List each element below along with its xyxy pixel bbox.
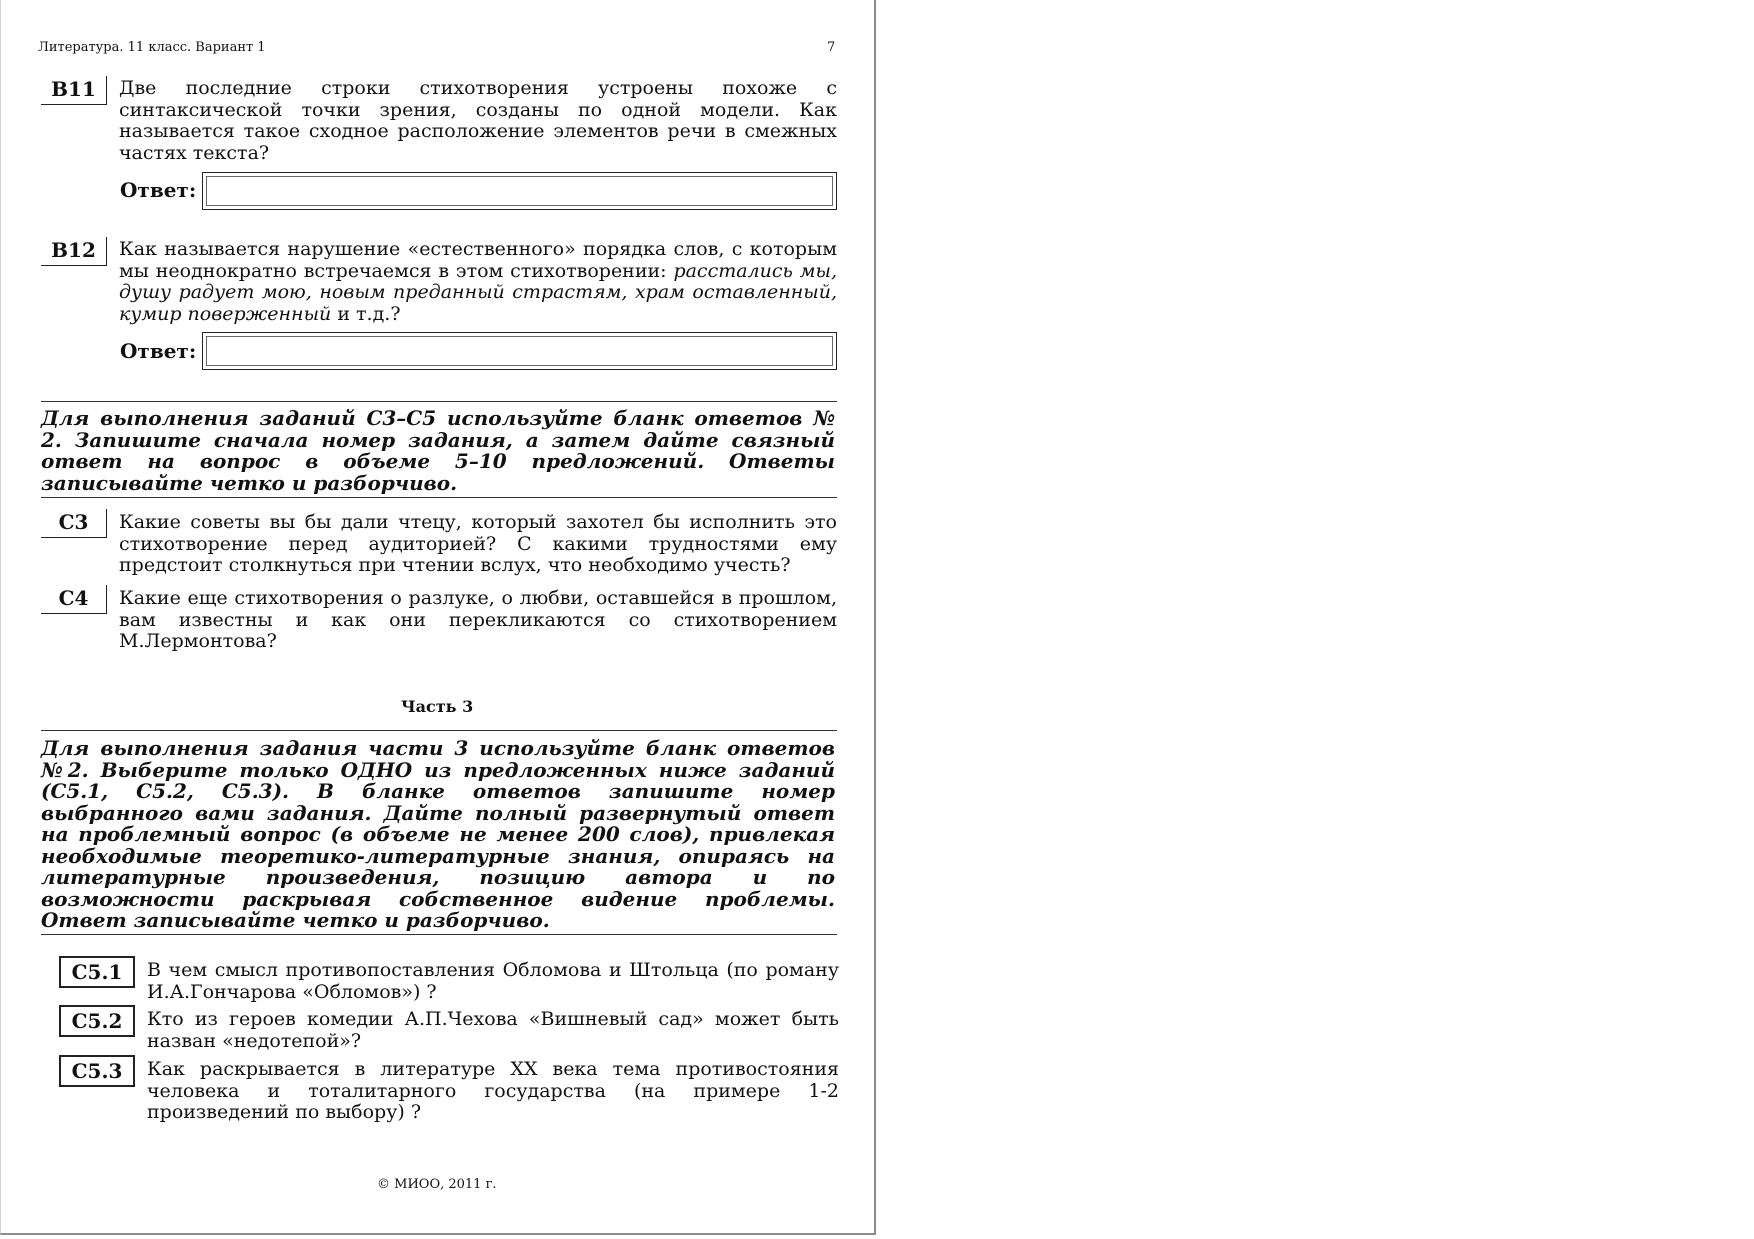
task-c5-1-question: В чем смысл противопоставления Обломова и Штольца (по роману И.А.Гончарова «Обломов») ? xyxy=(147,959,839,1003)
page-footer: © МИОО, 2011 г. xyxy=(377,1177,497,1192)
task-b11-question: Две последние строки стихотворения устроены похоже с синтаксической точки зрения, созданы по одной модели. Как называется такое сходное расположение элементов речи в смежных частях текста? xyxy=(119,77,837,164)
b12-question-start: Как называется нарушение «естественного» порядка слов, с которым мы неоднократно встречаемся в этом стихотворении: xyxy=(119,238,837,282)
part-3-title: Часть 3 xyxy=(401,697,474,716)
page-number: 7 xyxy=(827,40,836,55)
task-label-b12: B12 xyxy=(41,237,107,266)
divider xyxy=(41,497,837,498)
divider xyxy=(41,730,837,731)
task-label-c5-1: С5.1 xyxy=(59,956,135,988)
task-label-b11: B11 xyxy=(41,76,107,105)
answer-field-b11[interactable] xyxy=(202,172,837,210)
task-b12-question xyxy=(119,239,837,325)
task-label-c5-2: С5.2 xyxy=(59,1005,135,1037)
task-c5-2-question: Кто из героев комедии А.П.Чехова «Вишневый сад» может быть назван «недотепой»? xyxy=(147,1008,839,1052)
page-header-title: Литература. 11 класс. Вариант 1 xyxy=(38,40,266,55)
task-label-c5-3: С5.3 xyxy=(59,1055,135,1087)
instruction-c3-c5: Для выполнения заданий С3–С5 используйте бланк ответов № 2. Запишите сначала номер задания, а затем дайте связный ответ на вопрос в объеме 5–10 предложений. Ответы записывайте четко и разборчиво. xyxy=(41,406,835,495)
answer-label-b12: Ответ: xyxy=(120,339,197,363)
instruction-part-3: Для выполнения задания части 3 используйте бланк ответов №2. Выберите только ОДНО из предложенных ниже заданий (С5.1, С5.2, С5.3). В бланке ответов запишите номер выбранного вами задания. Дайте полный развернутый ответ на проблемный вопрос (в объеме не менее 200 слов), привлекая необходимые теоретико-литературные знания, опираясь на литературные произведения, позицию автора и по возможности раскрывая собственное видение проблемы. Ответ записывайте четко и разборчиво. xyxy=(41,736,835,932)
divider xyxy=(41,934,837,935)
divider xyxy=(41,401,837,402)
task-c5-3-question: Как раскрывается в литературе XX века тема противостояния человека и тоталитарного государства (на примере 1-2 произведений по выбору) ? xyxy=(147,1058,839,1123)
task-label-c3: С3 xyxy=(41,509,107,538)
b12-question-end: и т.д.? xyxy=(331,302,401,325)
b12-question-examples: расстались мы, душу радует мою, новым преданный страстям, храм оставленный, кумир поверженный xyxy=(119,259,837,325)
task-c3-question: Какие советы вы бы дали чтецу, который захотел бы исполнить это стихотворение перед аудиторией? С какими трудностями ему предстоит столкнуться при чтении вслух, что необходимо учесть? xyxy=(119,511,837,576)
answer-field-b12[interactable] xyxy=(202,332,837,370)
task-label-c4: С4 xyxy=(41,585,107,614)
document-page xyxy=(0,0,876,1235)
answer-label-b11: Ответ: xyxy=(120,178,197,202)
task-c4-question: Какие еще стихотворения о разлуке, о любви, оставшейся в прошлом, вам известны и как они перекликаются со стихотворением М.Лермонтова? xyxy=(119,587,837,652)
